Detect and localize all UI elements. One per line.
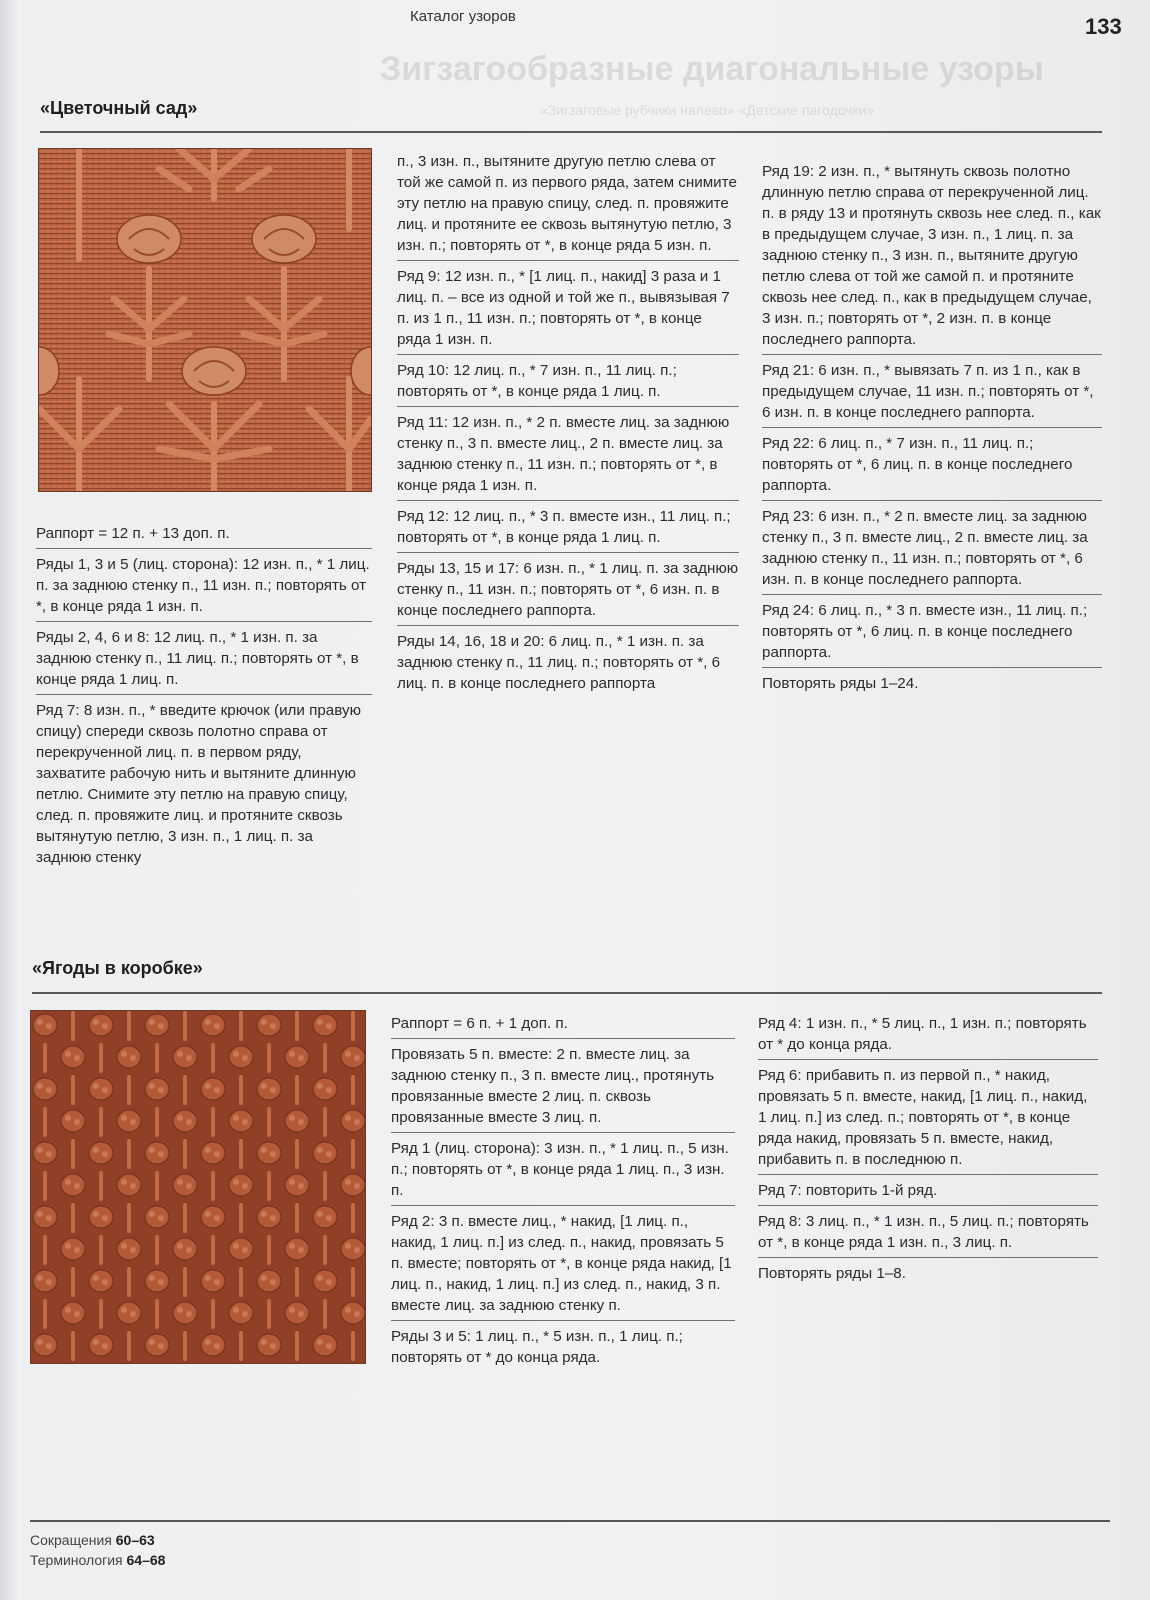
flower-garden-column-1: [36, 522, 372, 876]
flower-garden-column-3: [762, 160, 1102, 702]
section-title-berries-in-box: «Ягоды в коробке»: [32, 958, 203, 978]
instruction-block: Ряд 1 (лиц. сторона): 3 изн. п., * 1 лиц. п., 5 изн. п.; повторять от *, в конце ряда 1 лиц. п., 3 изн. п.: [391, 1137, 735, 1206]
instruction-block: Ряд 11: 12 изн. п., * 2 п. вместе лиц. за заднюю стенку п., 3 п. вместе лиц., 2 п. вместе лиц. за заднюю стенку п., 11 изн. п.; повторять от *, в конце ряда 1 изн. п.: [397, 411, 739, 501]
page-number: 133: [1085, 14, 1122, 39]
instruction-block: Ряд 7: повторить 1-й ряд.: [758, 1179, 1098, 1206]
instruction-block: Ряды 14, 16, 18 и 20: 6 лиц. п., * 1 изн. п. за заднюю стенку п., 11 лиц. п.; повторять от *, 6 лиц. п. в конце последнего раппорта: [397, 633, 721, 692]
footer-abbreviations: [30, 1532, 155, 1548]
instruction-block: п., 3 изн. п., вытяните другую петлю слева от той же самой п. из первого ряда, затем снимите эту петлю на правую спицу, след. п. провяжите лиц. и протяните ее сквозь вытянутую петлю, 3 изн. п.; повторять от *, в конце ряда 5 изн. п.: [397, 150, 739, 261]
running-header: Каталог узоров: [410, 8, 516, 25]
flower-garden-swatch-image: [38, 148, 372, 492]
instruction-block: Раппорт = 6 п. + 1 доп. п.: [391, 1012, 735, 1039]
instruction-block: Провязать 5 п. вместе: 2 п. вместе лиц. за заднюю стенку п., 3 п. вместе лиц., протянуть провязанные вместе 2 лиц. п. сквозь провязанные вместе 3 лиц. п.: [391, 1043, 735, 1133]
section-title-flower-garden: «Цветочный сад»: [40, 98, 198, 118]
bleed-through-subheading: «Зигзаговые рубчики налево» «Детские пагодочки»: [540, 102, 875, 118]
berries-column-2: [391, 1012, 735, 1376]
instruction-block: Раппорт = 12 п. + 13 доп. п.: [36, 522, 372, 549]
instruction-block: Ряд 12: 12 лиц. п., * 3 п. вместе изн., 11 лиц. п.; повторять от *, в конце ряда 1 лиц. п.: [397, 505, 739, 553]
instruction-block: Ряд 10: 12 лиц. п., * 7 изн. п., 11 лиц. п.; повторять от *, в конце ряда 1 лиц. п.: [397, 359, 739, 407]
instruction-block: Ряд 4: 1 изн. п., * 5 лиц. п., 1 изн. п.; повторять от * до конца ряда.: [758, 1012, 1098, 1060]
instruction-block: Ряд 19: 2 изн. п., * вытянуть сквозь полотно длинную петлю справа от перекрученной лиц. п. в ряду 13 и протянуть сквозь нее след. п., как в предыдущем случае, 3 изн. п., 1 лиц. п. за заднюю стенку п., 3 изн. п., вытяните другую петлю слева от той же самой п. и протяните сквозь нее след. п., как в предыдущем случае, 3 изн. п.; повторять от *, 2 изн. п. в конце последнего раппорта.: [762, 160, 1102, 355]
instruction-block: Ряд 7: 8 изн. п., * введите крючок (или правую спицу) спереди сквозь полотно справа от перекрученной лиц. п. в первом ряду, захватите рабочую нить и вытяните длинную петлю. Снимите эту петлю на правую спицу, след. п. провяжите лиц. и протяните сквозь вытянутую петлю, 3 изн. п., 1 лиц. п. за заднюю стенку: [36, 702, 361, 866]
footer-terminology: [30, 1552, 165, 1568]
footer-terminology-pages: 64–68: [126, 1552, 166, 1568]
berries-swatch-image: [30, 1010, 366, 1364]
instruction-block: Ряд 24: 6 лиц. п., * 3 п. вместе изн., 11 лиц. п.; повторять от *, 6 лиц. п. в конце последнего раппорта.: [762, 599, 1102, 668]
footer-terminology-label: Терминология: [30, 1552, 123, 1568]
instruction-block: Ряды 1, 3 и 5 (лиц. сторона): 12 изн. п., * 1 лиц. п. за заднюю стенку п., 11 изн. п.; повторять от *, в конце ряда 1 изн. п.: [36, 553, 372, 622]
instruction-block: Ряд 2: 3 п. вместе лиц., * накид, [1 лиц. п., накид, 1 лиц. п.] из след. п., накид, провязать 5 п. вместе; повторять от *, в конце ряда накид, [1 лиц. п., накид, 1 лиц. п.] из след. п., накид, 3 п. вместе лиц. за заднюю стенку п.: [391, 1210, 735, 1321]
instruction-block: Ряд 9: 12 изн. п., * [1 лиц. п., накид] 3 раза и 1 лиц. п. – все из одной и той же п., вывязывая 7 п. из 1 п., 11 изн. п.; повторять от *, в конце ряда 1 изн. п.: [397, 265, 739, 355]
berries-column-3: [758, 1012, 1098, 1292]
section-rule: [40, 131, 1102, 133]
instruction-block: Ряд 6: прибавить п. из первой п., * накид, провязать 5 п. вместе, накид, [1 лиц. п., накид, 1 лиц. п.] из след. п.; повторять от *, в конце ряда накид, провязать 5 п. вместе, накид, прибавить п. в последнюю п.: [758, 1064, 1098, 1175]
footer-abbreviations-label: Сокращения: [30, 1532, 112, 1548]
berries-swatch-drawing: [31, 1011, 365, 1363]
bleed-through-heading: Зигзагообразные диагональные узоры: [380, 50, 1044, 88]
instruction-block: Повторять ряды 1–8.: [758, 1265, 906, 1282]
instruction-block: Ряд 8: 3 лиц. п., * 1 изн. п., 5 лиц. п.; повторять от *, в конце ряда 1 изн. п., 3 лиц. п.: [758, 1210, 1098, 1258]
flower-garden-swatch-drawing: [39, 149, 371, 491]
footer-abbreviations-pages: 60–63: [115, 1532, 155, 1548]
instruction-block: Повторять ряды 1–24.: [762, 675, 919, 692]
instruction-block: Ряд 23: 6 изн. п., * 2 п. вместе лиц. за заднюю стенку п., 3 п. вместе лиц., 2 п. вместе лиц. за заднюю стенку п., 11 изн. п.; повторять от *, 6 изн. п. в конце последнего раппорта.: [762, 505, 1102, 595]
flower-garden-column-2: [397, 150, 739, 702]
footer-rule: [30, 1520, 1110, 1522]
instruction-block: Ряды 2, 4, 6 и 8: 12 лиц. п., * 1 изн. п. за заднюю стенку п., 11 лиц. п.; повторять от *, в конце ряда 1 лиц. п.: [36, 626, 372, 695]
instruction-block: Ряды 13, 15 и 17: 6 изн. п., * 1 лиц. п. за заднюю стенку п., 11 изн. п.; повторять от *, 6 изн. п. в конце последнего раппорта.: [397, 557, 739, 626]
section-rule: [32, 992, 1102, 994]
instruction-block: Ряд 22: 6 лиц. п., * 7 изн. п., 11 лиц. п.; повторять от *, 6 лиц. п. в конце последнего раппорта.: [762, 432, 1102, 501]
instruction-block: Ряды 3 и 5: 1 лиц. п., * 5 изн. п., 1 лиц. п.; повторять от * до конца ряда.: [391, 1328, 683, 1366]
instruction-block: Ряд 21: 6 изн. п., * вывязать 7 п. из 1 п., как в предыдущем случае, 11 изн. п.; повторять от *, 6 изн. п. в конце последнего раппорта.: [762, 359, 1102, 428]
